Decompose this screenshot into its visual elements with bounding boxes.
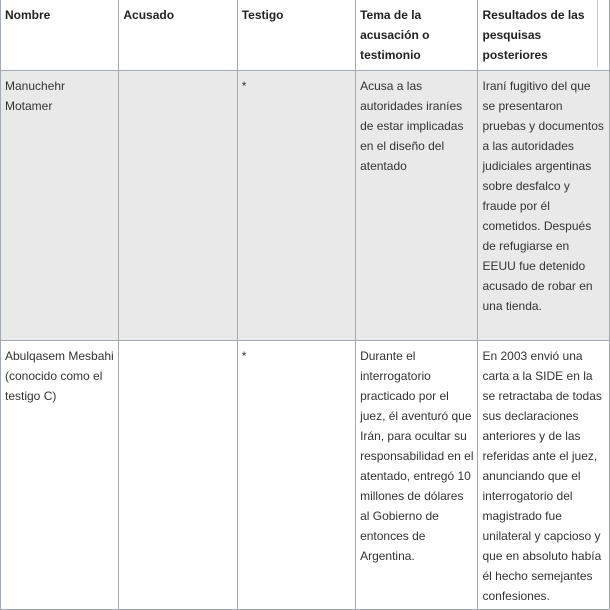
header-testigo: Testigo <box>237 0 355 71</box>
header-divider <box>597 0 598 67</box>
cell-tema: Acusa a las autoridades iraníes de estar implicadas en el diseño del atentado <box>356 71 478 341</box>
header-acusado: Acusado <box>119 0 237 71</box>
header-nombre: Nombre <box>1 0 119 71</box>
cell-acusado <box>119 71 237 341</box>
cell-acusado <box>119 341 237 610</box>
header-resultados-text: Resultados de las pesquisas posteriores <box>482 8 585 62</box>
table-row <box>1 341 610 610</box>
cell-nombre: Manuchehr Motamer <box>1 71 119 341</box>
header-resultados <box>478 0 610 71</box>
cell-resultados: En 2003 envió una carta a la SIDE en la se retractaba de todas sus declaraciones anteriores y de las referidas ante el juez, anunciando que el interrogatorio del magistrado fue unilateral y capcioso y que en absoluto había él hecho semejantes confesiones. <box>478 341 610 610</box>
table-row <box>1 71 610 341</box>
cell-tema: Durante el interrogatorio practicado por el juez, él aventuró que Irán, para ocultar su responsabilidad en el atentado, entregó 10 millones de dólares al Gobierno de entonces de Argentina. <box>356 341 478 610</box>
cell-testigo: * <box>237 71 355 341</box>
cell-resultados: Iraní fugitivo del que se presentaron pruebas y documentos a las autoridades judiciales argentinas sobre desfalco y fraude por él cometidos. Después de refugiarse en EEUU fue detenido acusado de robar en una tienda. <box>478 71 610 341</box>
table-header-row <box>1 0 610 71</box>
cell-nombre: Abulqasem Mesbahi (conocido como el testigo C) <box>1 341 119 610</box>
cell-testigo: * <box>237 341 355 610</box>
header-tema: Tema de la acusación o testimonio <box>356 0 478 71</box>
